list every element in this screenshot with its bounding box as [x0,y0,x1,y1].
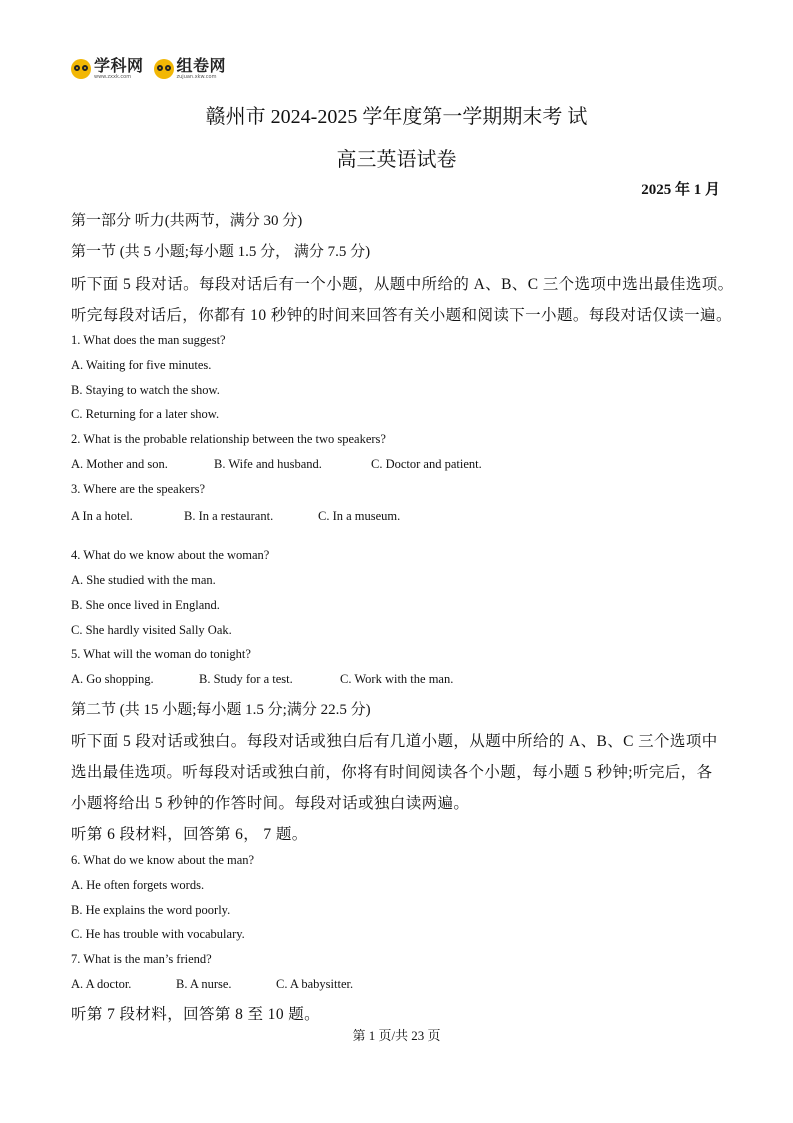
question-option: B. In a restaurant. [184,509,274,523]
question-option: C. Work with the man. [340,672,454,686]
question-option: C. A babysitter. [276,977,354,991]
section2-instructions-line1: 听下面 5 段对话或独白。每段对话或独白后有几道小题，从题中所给的 A、B、C 三个选项中 [71,733,718,750]
question-option: B. Study for a test. [199,672,293,686]
question-stem: 5. What will the woman do tonight? [71,647,251,661]
question-stem: 2. What is the probable relationship between the two speakers? [71,432,386,446]
question-option: C. In a museum. [318,509,401,523]
question-option: C. She hardly visited Sally Oak. [71,623,232,637]
question-option: A. Go shopping. [71,672,154,686]
logo-zujuanwang [154,58,227,80]
material-7-heading: 听第 7 段材料，回答第 8 至 10 题。 [71,1006,321,1023]
question-stem: 1. What does the man suggest? [71,333,226,347]
logo-name: 组卷网 [176,56,227,75]
owl-icon [71,59,91,79]
logo-url: www.zxxk.com [94,74,132,80]
header-logos [71,58,226,80]
question-stem: 7. What is the man’s friend? [71,952,212,966]
question-option: A In a hotel. [71,509,133,523]
question-option: B. Wife and husband. [214,457,322,471]
exam-subtitle: 高三英语试卷 [336,149,457,171]
part1-heading: 第一部分 听力(共两节，满分 30 分) [71,213,303,229]
section1-instructions-line1: 听下面 5 段对话。每段对话后有一个小题，从题中所给的 A、B、C 三个选项中选出最佳选项。 [71,276,734,293]
logo-xuekewang [71,58,144,80]
page-footer: 第 1 页/共 23 页 [352,1028,441,1043]
material-6-heading: 听第 6 段材料，回答第 6， 7 题。 [71,826,308,843]
question-stem: 3. Where are the speakers? [71,482,206,496]
owl-icon [154,59,174,79]
exam-date: 2025 年 1 月 [641,182,720,198]
question-option: B. Staying to watch the show. [71,383,220,397]
question-option: B. He explains the word poorly. [71,903,231,917]
question-option: A. Waiting for five minutes. [71,358,212,372]
question-option: C. Doctor and patient. [371,457,482,471]
section2-instructions-line3: 小题将给出 5 秒钟的作答时间。每段对话或独白读两遍。 [71,795,470,812]
question-option: B. A nurse. [176,977,232,991]
question-option: A. He often forgets words. [71,878,205,892]
logo-name: 学科网 [94,56,144,75]
question-stem: 6. What do we know about the man? [71,853,255,867]
section2-heading: 第二节 (共 15 小题;每小题 1.5 分;满分 22.5 分) [71,702,371,718]
section1-heading: 第一节 (共 5 小题;每小题 1.5 分， 满分 7.5 分) [71,244,371,260]
section2-instructions-line2: 选出最佳选项。听每段对话或独白前，你将有时间阅读各个小题，每小题 5 秒钟;听完后，各 [71,764,713,781]
exam-title: 赣州市 2024-2025 学年度第一学期期末考 试 [205,106,588,128]
question-option: A. Mother and son. [71,457,168,471]
question-option: C. He has trouble with vocabulary. [71,927,245,941]
question-option: B. She once lived in England. [71,598,220,612]
logo-url: zujuan.xkw.com [176,74,217,80]
question-option: C. Returning for a later show. [71,407,220,421]
question-stem: 4. What do we know about the woman? [71,548,270,562]
section1-instructions-line2: 听完每段对话后，你都有 10 秒钟的时间来回答有关小题和阅读下一小题。每段对话仅读一遍。 [71,307,732,324]
question-option: A. A doctor. [71,977,132,991]
question-option: A. She studied with the man. [71,573,216,587]
